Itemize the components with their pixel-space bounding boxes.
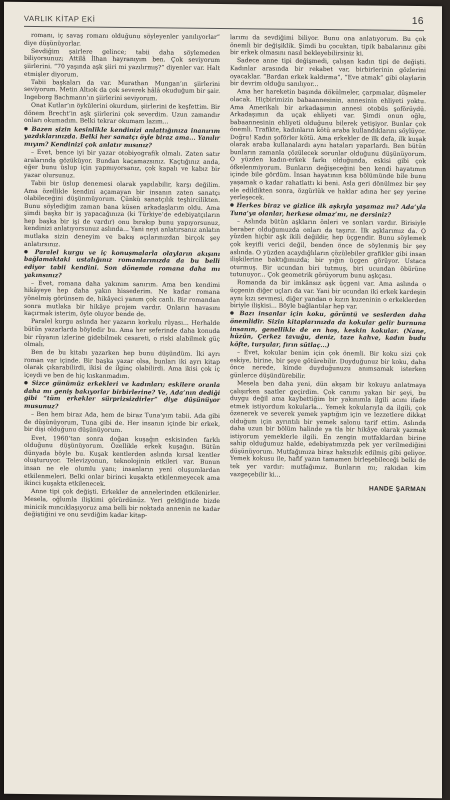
magazine-page — [4, 2, 442, 799]
paragraph: Onat Kutlar’ın öykülerini okurdum, şiirlerini de keşfettim. Bir dönem Brecht’in aşk şiirlerini çok severdim. Uzun zamandır onları okumadım. Belki tekrar okumam lazım... — [24, 102, 220, 126]
paragraph: Sevdiğim şairlere gelince; tabii daha söylemeden biliyorsunuz; Attilâ İlhan hayranıyım ben. Çok seviyorum şiirlerini. “70 yaşında aşk şiiri mi yazılırmış?” diyenler var. Halt etmişler diyorum. — [24, 47, 220, 79]
paragraph: Evet, 1960’tan sonra doğan kuşağın eskisinden farklı olduğunu düşünüyorum. Özellikle erkek kuşağın. Bütün dünyada böyle bu. Kuşak kentlerden aslında kırsal kentler oluşturuyor. Televizyonun, teknolojinin etkileri var. Bunun insan ne ele olumlu yanı; insanların yeni oluşumlardan etkilenmeleri. Belki onlar birinci kuşakta etkilenmeyecek ama ikinci kuşakta etkilenecek. — [24, 434, 220, 488]
paragraph: – Aslında bütün aşkların önleri ve sonları vardır. Birisiyle beraber olduğumuzda onları da taşırız. İlk aşklarımız da. O yüzden hiçbir aşk ikili değildir, hep üçgendir. Bunu söylemek çok keyifli verici değil, benden önce de söylenmiş bir şey aslında. O yüzden acaydığlıların çözülebiler grafikler gibi insan ilişkilerine baktığımızda; bir yığın üçgen görüyor. Ustaca oturmuş. Bir ucundan biri tutmuş, biri ucundan öbürüne tutunuyor... Çok geometrik görüyorum bunu aşkçası. — [230, 218, 426, 280]
paragraph: Anne tipi çok değişti. Erkekler de annelerinden etkilenirler. Mesela, oğlumla ilişkimi görürdünüz. Yeri geldiğinde bizde minicik mıncıklaşıyoruz ama belli bir noktada annenin ne kadar değiştiğini ve onu sevdiğim kadar kitap- — [24, 488, 220, 520]
page-number: 16 — [411, 15, 424, 28]
paragraph: – Evet, bence iyi bir yazar otobiyografik olmalı. Zaten satır aralarında gözüküyor. Bundan kaçamazsınız. Kaçtığınız anda, eğer bunu üslup için yapmıyorsanız, çok kapalı ve kabız bir yazar olursunuz. — [24, 149, 220, 180]
interview-question: ● Paralel kurgu ve iç konuşmalarla olayların akışını bağlamaktaki ustalığınız romanlarınızda da bu belli ediyor tabii kendini. Son dönemde romana daha mı yakınsınız? — [24, 249, 220, 281]
interview-question: ● Bazı insanlar için koku, görüntü ve seslerden daha önemlidir. Sizin kitaplarınızda da kokular gelir burnuna insanın, genellikle de en hoş, keskin kokular. (Nane, hüzün, Çerkez tavuğu, deniz, taze kahve, kadın budu köfte, turşular, fırın sütlaç...) — [230, 311, 426, 351]
author-signature: HANDE ŞARMAN — [368, 485, 426, 494]
paragraph: – Evet, kokular benim için çok önemli. Bir koku sizi çok eskiye, birine, bir şeye götürebilir. Duyduğunuz bir koku, daha önce nerede, kimde duyduğunuzu anımsamak isterken günlerce düşündürebilir. — [230, 349, 426, 380]
paragraph: Romanda da bir imkânsız aşk üçgeni var. Ama aslında o üçgenin diğer uçları da var. Yani bir ucundan iki erkek kardeşin aynı kızı sevmesi, diğer yandan o kızın kuzeninin o erkeklerden biriyle ilişkisi... Böyle bağlantılar hep var. — [230, 279, 426, 311]
paragraph: larımı da sevdiğimi biliyor. Bunu ona anlatıyorum. Bu çok önemli bir değişiklik. Şimdi bu çocuktan, tipik babalarınız gibi bir erkek olmasını nasıl bekleyebilirsiniz ki. — [230, 34, 426, 58]
paragraph: Ben de bu kitabı yazarken hep bunu düşündüm. İki ayrı roman var içinde. Bir başka yazar olsa, bunları iki ayrı kitap olarak çıkarabilirdi, ikisi de ilginç olabilirdi. Ama ikisi çok iç içeydi ve ben de hiç kıskanmadım. — [24, 349, 220, 381]
interview-question: ● Sizce günümüz erkekleri ve kadınları; eskilere oranla daha mı geniş bakıyorlar birbirlerine? Ve, Ada’nın dediği gibi “tüm erkekler sürprizsizdirler” diye düşünüyor musunuz? — [24, 380, 220, 412]
paragraph: Tabii bir üslup denemesi olarak yapılabilir, karşı değilim. Ama özellikle kendini açamayan bir insanın zaten sanatçı olabileceğini düşünmüyorum. Çünkü sanatçılık teşhircilikten. Bunu söylediğim zaman bana küsen arkadaşlarım oldu. Ama şimdi başka bir iş yapacağınıza (ki Türkiye’de edebiyatçıların hep başka bir işi de vardır) onu bırakıp bunu yapıyorsunuz, kendinizi anlatıyorsunuz aslında... Yani neyi anlatırsanız anlatın mutlaka sizin deneyim ve bakış açılarınızdan birçok şey anlatırsınız. — [24, 180, 220, 248]
section-title: VARLIK KİTAP EKİ — [24, 13, 96, 24]
interview-question: ● Herkes biraz ve gizlice ilk aşkıyla yaşamaz mı? Ada’yla Tuna’ya olanlar, herkese olmaz’mı, ne dersiniz? — [230, 202, 426, 219]
paragraph: Paralel kurgu aslında her yazarın korkulu rüyası... Herhalde bütün yazarlarda böyledir bu. Ama her seferinde daha konuda bir rüyanın izlerine gidebilmek cesareti, o riski alabilmek güç olmalı. — [24, 318, 220, 349]
paragraph: Tabii başkaları da var. Murathan Mungan’ın şiirlerini seviyorum. Metin Altıok da çok severek hâlâ okuduğum bir şair. Ingeborg Bachmann’ın şiirlerini seviyorum. — [24, 78, 220, 103]
paragraph: Mesela ben daha yeni, dün akşam bir kokuyu anlatmaya çalışırken saatler geçirdim. Çok canımı yakan bir şeyi, bu duygu değil ama kaybettiğim bir yakınımla ilgili acını ifade etmek istiyordum kokularla... Yemek kokularıyla da ilgili, çok özenerek ve severek yemek yaptığım için ve lezzetlere dikkat olduğum için ayrıntılı bir yemek salonu tarif ettim. Aslında daha uzun bir bölüm halinde ya tla bir hikâye olarak yazmak istiyorum yemeklerle ilgili. En zengin mutfaklardan birine sahip olduğumuz halde, edebiyatımızda pek yer verilmediğini düşünüyorum. Mutfağımıza biraz haksızlık edilmiş gibi geliyor. Yemek kokusu ile, hafif yazın tamamen birleşebileceği belki de tek yer vardır: mutfağımız. Bunların mı; rakıdan kim vazgeçebilir ki... — [230, 380, 426, 479]
left-column — [24, 32, 220, 521]
paragraph: Sadece anne tipi değişmedi, çalışan kadın tipi de değişti. Kadınlar arasında bir rekabet var, birbirlerinin gözlerini oyacaklar. “Bardan erkek kaldırma”, “Eve atmak” gibi olaylarin bir devrim olduğu sanılıyor... — [230, 57, 426, 89]
interview-question: ● Bazen sizin kesinlikle kendinizi anlattığınıza inanırım yazdıklarınızda. Belki her sanatçı öyle biraz ama... Yanılır mıyım? Kendinizi çok anlatır mısınız? — [24, 126, 220, 151]
paragraph: romanı, iç savaş romanı olduğunu söyleyenler yanılıyorlar” diye düşünüyorlar. — [24, 31, 220, 48]
paragraph: – Ben hem biraz Ada, hem de biraz Tuna’yım tabii. Ada gibi de düşünüyorum, Tuna gibi de. Her insanın içinde bir erkek, bir dişi olduğunu düşünüyorum. — [24, 411, 220, 435]
paragraph: – Evet, romana daha yakınım sanırım. Ama ben kendimi hikâyeye hep daha yakın hissederim. Ne kadar romana yönelmiş görünsem de, hikâyeci yanım çok canlı. Bir romandan sonra mutlaka bir hikâye projem vardır. Onların havasını kaçırmak isterim, öyle oluyor bende de. — [24, 279, 220, 319]
paragraph: Ama her hareketin başında dökülmeler, çarpmalar, düşmeler olacak. Hiçbirimizin babaannesinin, annesinin ehliyeti yoktu. Ama Amerikalı bir arkadaşımın annesi otobüs şoförüydü. Arkadaşımın da uçak ehliyeti var. Şimdi onun oğlu, babaannesinin ehliyeti olduğunu bilerek yetişiyor. Bunlar çok önemli. Trafikte, kadınların kötü araba kullandıklarını söylüyor. Doğru! Kadın şoförler kötü. Ama erkekler de ilk defa, ilk kuşak olarak araba kullanalardı aynı hataları yaparlardı. Ben bütün bunların zamanla çözülecek sorunlar olduğunu düşünüyorum. O yüzden kadın-erkek farkı olduğunda, eskisi gibi çok öfkelenmiyorum. Bunların değişeceğini ben kendi hayatımın içinde bile gördüm. İnsan hayatının kısa bölümünde bile bunu yaşamak o kadar rahatlattı ki beni. Asla geri dönülmez bir şey ele edildikten sonra, özgürlük ve haklar adına her şey yerine yerleşecek. — [230, 88, 426, 202]
right-column — [230, 34, 426, 494]
